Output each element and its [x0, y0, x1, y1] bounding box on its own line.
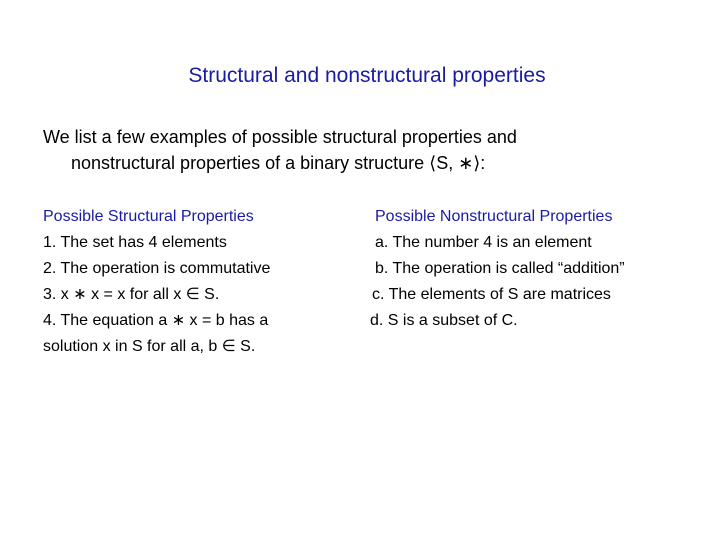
structural-item-4-continued: solution x in S for all a, b ∈ S.	[43, 338, 256, 355]
intro-paragraph	[43, 124, 517, 176]
intro-line-2: nonstructural properties of a binary structure ⟨S, ∗⟩:	[71, 153, 486, 173]
structural-item-1: 1. The set has 4 elements	[43, 234, 227, 251]
nonstructural-item-b: b. The operation is called “addition”	[375, 260, 625, 277]
nonstructural-properties-column	[370, 204, 625, 334]
structural-properties-column	[43, 204, 270, 360]
structural-properties-heading: Possible Structural Properties	[43, 208, 254, 225]
slide-title: Structural and nonstructural properties	[188, 64, 546, 87]
structural-item-2: 2. The operation is commutative	[43, 260, 271, 277]
intro-line-1: We list a few examples of possible structural properties and	[43, 127, 517, 147]
structural-item-3: 3. x ∗ x = x for all x ∈ S.	[43, 286, 220, 303]
nonstructural-properties-heading: Possible Nonstructural Properties	[375, 208, 613, 225]
nonstructural-item-a: a. The number 4 is an element	[375, 234, 592, 251]
structural-item-4: 4. The equation a ∗ x = b has a	[43, 312, 269, 329]
nonstructural-item-d: d. S is a subset of C.	[370, 312, 518, 329]
nonstructural-item-c: c. The elements of S are matrices	[372, 286, 611, 303]
